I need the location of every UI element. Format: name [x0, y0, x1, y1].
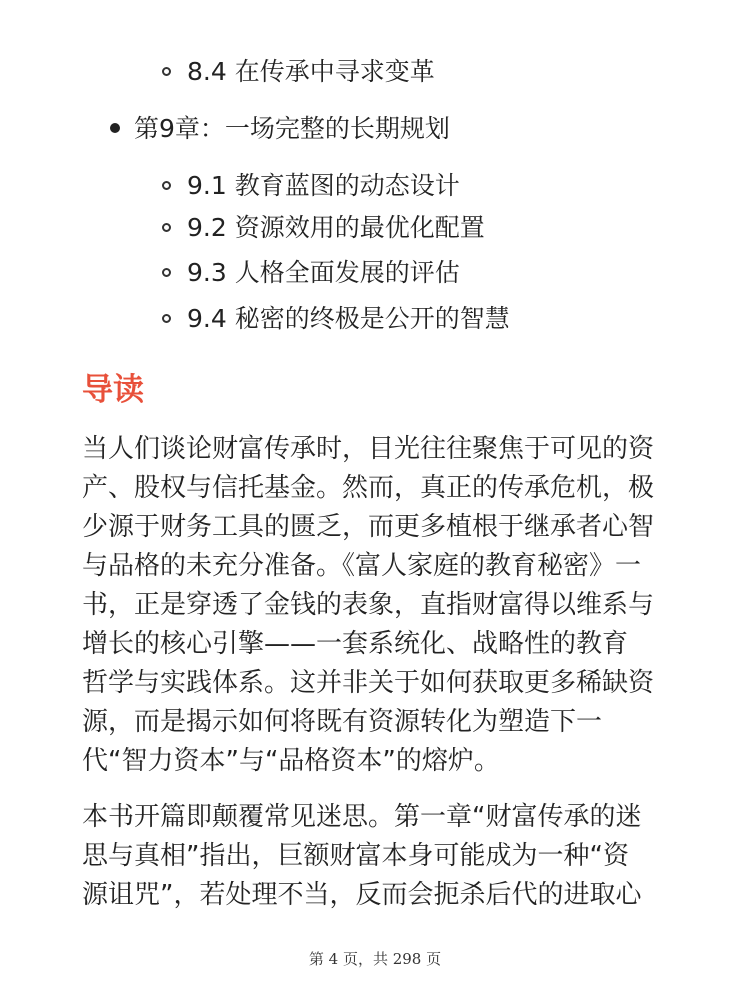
solid-bullet-icon: [110, 123, 120, 133]
hollow-bullet-icon: [162, 314, 171, 323]
page-number-footer: 第 4 页，共 298 页: [308, 950, 442, 968]
hollow-bullet-icon: [162, 67, 171, 76]
toc-item-8-4[interactable]: 8.4 在传承中寻求变革: [162, 55, 435, 89]
paragraph-line: 思与真相”指出，巨额财富本身可能成为一种“资: [82, 841, 629, 871]
toc-item-9-4[interactable]: 9.4 秘密的终极是公开的智慧: [162, 302, 510, 336]
section-heading: 导读: [82, 372, 144, 408]
intro-paragraph-1: [82, 430, 674, 781]
paragraph-line: 书，正是穿透了金钱的表象，直指财富得以维系与: [82, 590, 655, 620]
paragraph-line: 源诅咒”，若处理不当，反而会扼杀后代的进取心: [82, 880, 642, 910]
paragraph-line: 少源于财务工具的匮乏，而更多植根于继承者心智: [82, 512, 655, 542]
paragraph-line: 源，而是揭示如何将既有资源转化为塑造下一: [82, 707, 603, 737]
paragraph-line: 当人们谈论财富传承时，目光往往聚焦于可见的资: [82, 434, 655, 464]
hollow-bullet-icon: [162, 223, 171, 232]
intro-paragraph-2: [82, 798, 674, 915]
toc-item-9-2[interactable]: 9.2 资源效用的最优化配置: [162, 211, 485, 245]
paragraph-line: 代“智力资本”与“品格资本”的熔炉。: [82, 746, 500, 776]
paragraph-line: 本书开篇即颠覆常见迷思。第一章“财富传承的迷: [82, 802, 642, 832]
toc-chapter-9[interactable]: 第9章：一场完整的长期规划: [110, 112, 450, 146]
paragraph-line: 哲学与实践体系。这并非关于如何获取更多稀缺资: [82, 668, 655, 698]
toc-item-9-3[interactable]: 9.3 人格全面发展的评估: [162, 256, 460, 290]
toc-item-9-1[interactable]: 9.1 教育蓝图的动态设计: [162, 169, 460, 203]
paragraph-line: 产、股权与信托基金。然而，真正的传承危机，极: [82, 473, 655, 503]
hollow-bullet-icon: [162, 181, 171, 190]
paragraph-line: 与品格的未充分准备。《富人家庭的教育秘密》一: [82, 551, 642, 581]
paragraph-line: 增长的核心引擎——一套系统化、战略性的教育: [82, 629, 629, 659]
hollow-bullet-icon: [162, 268, 171, 277]
